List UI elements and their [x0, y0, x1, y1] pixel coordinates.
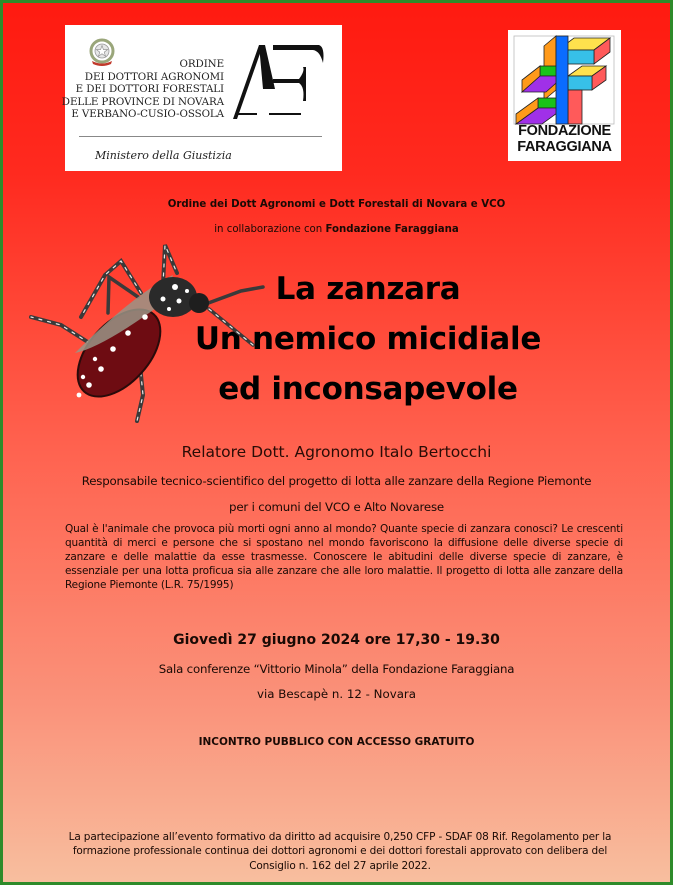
access-notice: INCONTRO PUBBLICO CON ACCESSO GRATUITO — [198, 736, 475, 748]
faraggiana-name — [508, 124, 621, 155]
speaker-name: Relatore Dott. Agronomo Italo Bertocchi — [181, 443, 492, 461]
event-address: via Bescapè n. 12 - Novara — [256, 687, 417, 701]
ministry-label: Ministero della Giustizia — [95, 149, 232, 162]
faraggiana-logo — [508, 30, 621, 161]
collab-prefix: in collaborazione con — [214, 224, 323, 235]
collab-partner: Fondazione Faraggiana — [325, 224, 459, 235]
footer-credits — [65, 830, 615, 873]
footer-line: La partecipazione all’evento formativo da diritto ad acquisire 0,250 CFP - SDAF 08 Rif. Regolamento per la — [68, 831, 612, 843]
ordine-name — [62, 58, 224, 121]
mosquito-icon — [13, 235, 268, 430]
ordine-line: DELLE PROVINCE DI NOVARA — [61, 95, 224, 108]
speaker-role: Responsabile tecnico-scientifico del progetto di lotta alle zanzare della Regione Piemonte — [81, 474, 592, 488]
title-line-2: Un nemico micidiale — [194, 321, 542, 357]
organizer-line: Ordine dei Dott Agronomi e Dott Forestali di Novara e VCO — [167, 199, 506, 210]
ordine-line: DEI DOTTORI AGRONOMI — [84, 70, 224, 83]
ordine-line: ORDINE — [179, 58, 224, 70]
ordine-logo — [61, 25, 342, 171]
event-date: Giovedì 27 giugno 2024 ore 17,30 - 19.30 — [173, 632, 500, 648]
title-line-1: La zanzara — [275, 271, 461, 307]
speaker-role-area: per i comuni del VCO e Alto Novarese — [229, 500, 444, 514]
divider — [79, 136, 322, 137]
footer-line: formazione professionale continua dei dottori agronomi e dei dottori forestali approvato con delibera del — [72, 845, 608, 858]
ordine-line: E DEI DOTTORI FORESTALI — [75, 83, 224, 95]
footer-line: Consiglio n. 162 del 27 aprile 2022. — [249, 859, 431, 872]
event-venue: Sala conferenze “Vittorio Minola” della Fondazione Faraggiana — [158, 662, 515, 676]
ordine-line: E VERBANO-CUSIO-OSSOLA — [71, 108, 224, 120]
af-monogram-icon — [231, 39, 325, 121]
faraggiana-3d-blocks-icon — [512, 34, 616, 126]
title-line-3: ed inconsapevole — [218, 371, 518, 407]
faraggiana-line: FONDAZIONE — [518, 123, 611, 139]
description-paragraph: Qual è l'animale che provoca più morti ogni anno al mondo? Quante specie di zanzara conosci? Le crescenti quantità di merci e persone che si spostano nel mondo favoriscono la diffusione delle diverse specie di zanzare e delle malattie da esse trasmesse. Conoscere le abitudini delle diverse specie di zanzare, è essenziale per una lotta proficua sia alle zanzare che alle loro malattie. Il progetto di lotta alle zanzare della Regione Piemonte (L.R. 75/1995) — [65, 523, 623, 592]
collaboration-line — [3, 224, 670, 235]
faraggiana-line: FARAGGIANA — [517, 138, 612, 155]
